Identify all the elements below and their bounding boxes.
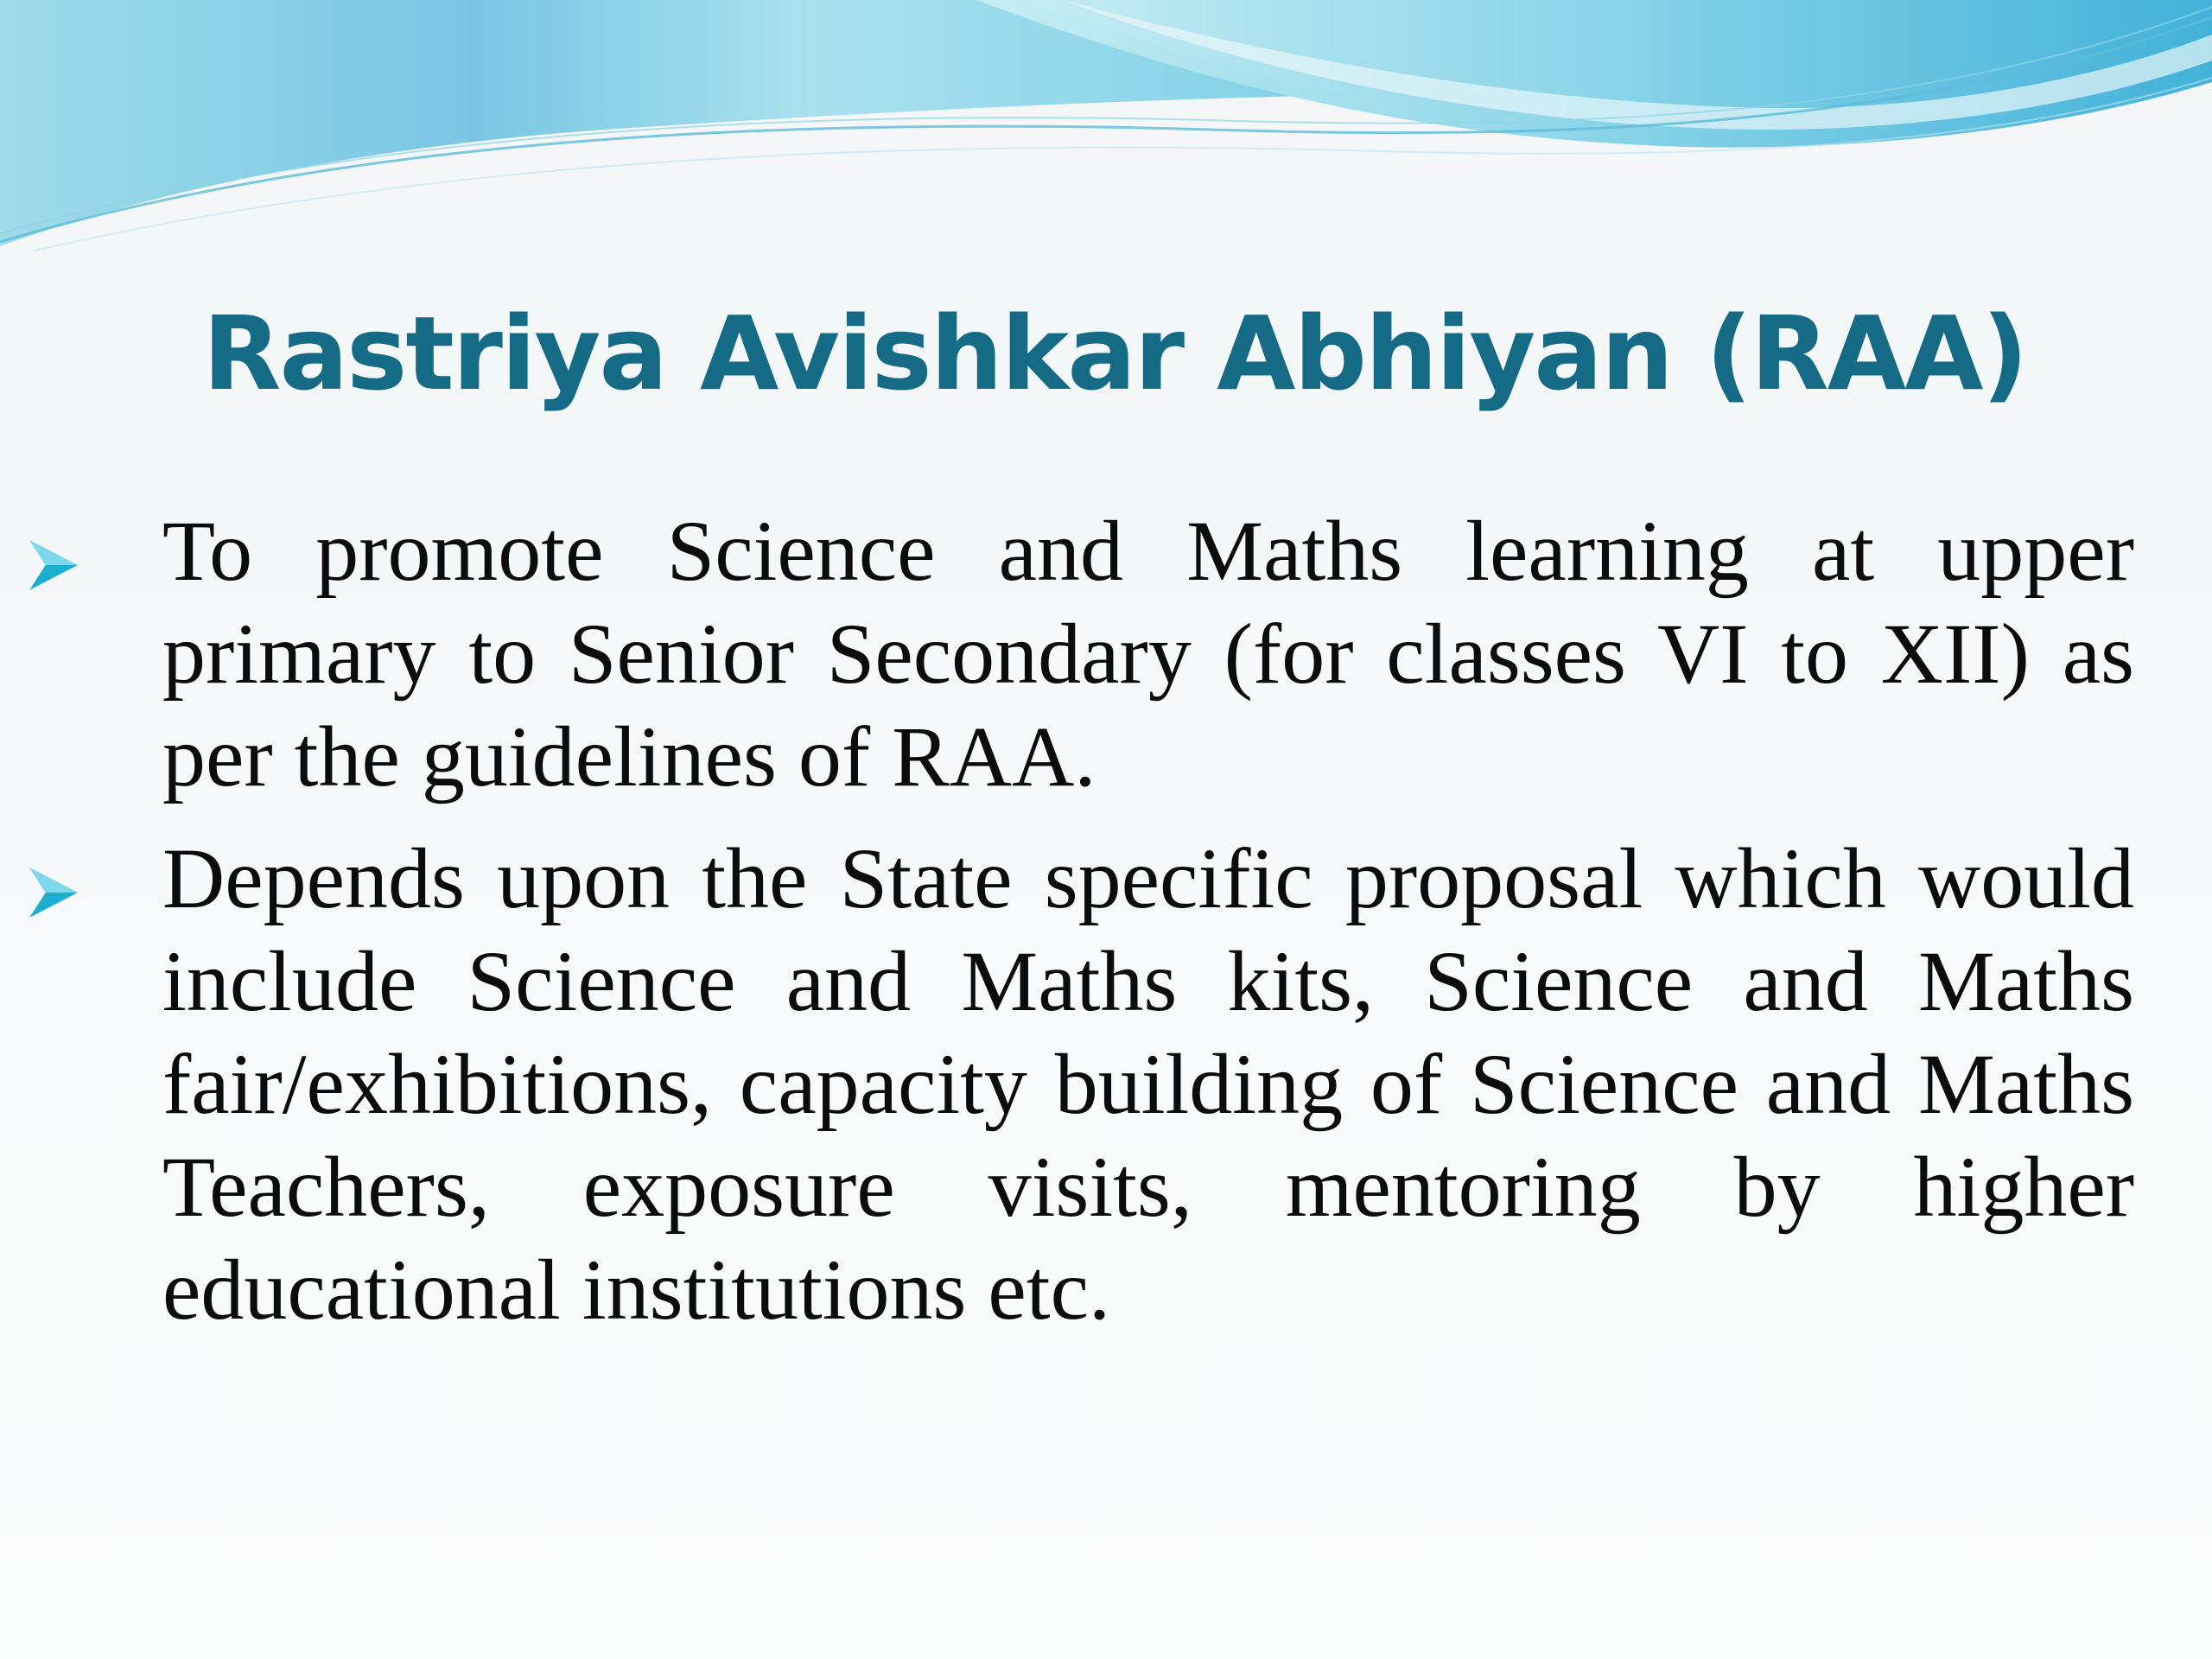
bullet-text: To promote Science and Maths learning at upper primary to Senior Secondary (for classes VI to XII) as per the guidelines of RAA. [162,503,2134,804]
bullet-item [0,827,2212,1341]
bullet-list [0,499,2212,1360]
arrowhead-bullet-icon [26,866,79,919]
bullet-text: Depends upon the State specific proposal which would include Science and Maths kits, Science and Maths fair/exhibitions, capacity building of Science and Maths Teachers, exposure visits, mentoring by higher educational institutions etc. [162,830,2134,1338]
header-wave-decoration [0,0,2212,259]
slide-title: Rastriya Avishkar Abhiyan (RAA) [202,294,2027,413]
bullet-item [0,499,2212,808]
arrowhead-bullet-icon [26,538,79,592]
